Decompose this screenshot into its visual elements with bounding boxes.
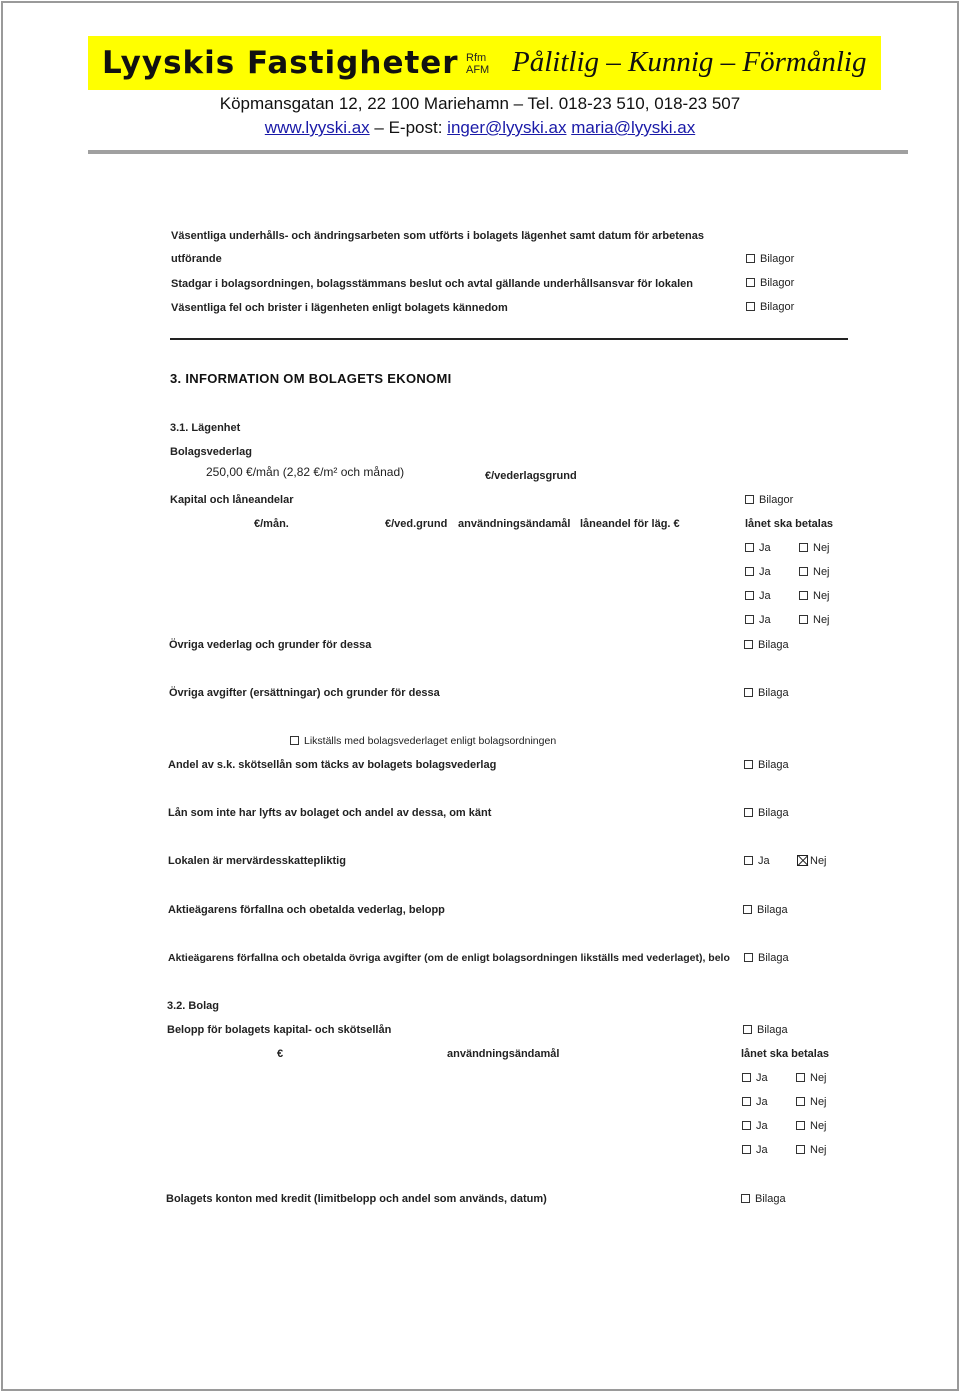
nej-label: Nej <box>810 1096 827 1108</box>
bolagsvederlag-label: Bolagsvederlag <box>170 446 252 458</box>
bilaga-option[interactable] <box>744 807 789 819</box>
checkbox[interactable] <box>741 1194 750 1203</box>
bilaga-option[interactable] <box>741 1193 786 1205</box>
col-loan-share: låneandel för läg. € <box>580 518 680 530</box>
company-loans-label: Belopp för bolagets kapital- och skötsellån <box>167 1024 392 1036</box>
nej-option[interactable] <box>799 566 830 578</box>
checkbox[interactable] <box>799 567 808 576</box>
maintenance-loan-share-label: Andel av s.k. skötsellån som täcks av bolagets bolagsvederlag <box>168 759 497 771</box>
statutes-label: Stadgar i bolagsordningen, bolagsstämmans beslut och avtal gällande underhållsansvar för lokalen <box>171 278 694 290</box>
vat-label: Lokalen är mervärdesskattepliktig <box>168 855 346 867</box>
nej-label: Nej <box>813 566 830 578</box>
bilagor-option-2[interactable] <box>746 277 794 289</box>
bilaga-option[interactable] <box>744 687 789 699</box>
rfm-afm-mark <box>466 52 489 76</box>
other-fees-label: Övriga vederlag och grunder för dessa <box>169 639 372 651</box>
unlifted-loans-label: Lån som inte har lyfts av bolaget och andel av dessa, om känt <box>168 807 492 819</box>
checkbox[interactable] <box>742 1073 751 1082</box>
checkbox[interactable] <box>743 905 752 914</box>
checkbox[interactable] <box>745 591 754 600</box>
bilaga-option[interactable] <box>743 952 789 964</box>
bilagor-label: Bilagor <box>759 494 794 506</box>
checkbox[interactable] <box>745 615 754 624</box>
overdue-fees-label: Aktieägarens förfallna och obetalda vederlag, belopp <box>168 904 445 916</box>
ja-option[interactable] <box>742 1096 768 1108</box>
ja-label: Ja <box>759 590 771 602</box>
checkbox[interactable] <box>744 856 753 865</box>
rfm-label: Rfm <box>466 52 487 64</box>
ja-option[interactable] <box>745 542 771 554</box>
section-3-heading: 3. INFORMATION OM BOLAGETS EKONOMI <box>170 371 452 386</box>
nej-label: Nej <box>813 590 830 602</box>
checkbox[interactable] <box>744 760 753 769</box>
maintenance-works-label-cont: utförande <box>171 253 222 265</box>
ja-option[interactable] <box>745 614 771 626</box>
bilaga-label: Bilaga <box>757 1024 788 1036</box>
nej-option[interactable] <box>796 1072 827 1084</box>
ja-label: Ja <box>759 542 771 554</box>
bilaga-label: Bilaga <box>758 687 789 699</box>
maintenance-works-label: Väsentliga underhålls- och ändringsarbeten som utförts i bolagets lägenhet samt datum för arbetenas <box>171 230 704 242</box>
checkbox[interactable] <box>746 278 755 287</box>
email-link-inger[interactable]: inger@lyyski.ax <box>447 118 567 137</box>
bilagor-label: Bilagor <box>760 253 795 265</box>
checkbox[interactable] <box>744 953 753 962</box>
bilaga-label: Bilaga <box>757 904 788 916</box>
col-per-grund: €/ved.grund <box>385 518 448 530</box>
section-divider <box>170 338 848 340</box>
nej-label: Nej <box>810 855 827 867</box>
nej-option[interactable] <box>799 542 830 554</box>
nej-option[interactable] <box>796 1120 827 1132</box>
checkbox[interactable] <box>799 615 808 624</box>
nej-label: Nej <box>810 1072 827 1084</box>
bilaga-label: Bilaga <box>758 807 789 819</box>
ja-label: Ja <box>758 855 770 867</box>
checked-checkbox[interactable] <box>797 855 808 866</box>
vat-nej-option[interactable] <box>797 855 827 867</box>
checkbox[interactable] <box>744 808 753 817</box>
website-link[interactable]: www.lyyski.ax <box>264 118 370 137</box>
page-frame <box>1 1 959 1391</box>
ja-label: Ja <box>756 1120 768 1132</box>
checkbox[interactable] <box>744 688 753 697</box>
checkbox[interactable] <box>742 1145 751 1154</box>
likstalls-option[interactable] <box>290 735 556 747</box>
bilaga-option[interactable] <box>744 759 789 771</box>
address-line: Köpmansgatan 12, 22 100 Mariehamn – Tel. 018-23 510, 018-23 507 <box>219 94 741 113</box>
nej-label: Nej <box>810 1144 827 1156</box>
ja-label: Ja <box>756 1072 768 1084</box>
bilagor-label: Bilagor <box>760 301 795 313</box>
checkbox[interactable] <box>742 1121 751 1130</box>
col-loan-payable-2: lånet ska betalas <box>741 1048 830 1060</box>
header-banner <box>88 36 881 90</box>
overdue-other-fees-label: Aktieägarens förfallna och obetalda övriga avgifter (om de enligt bolagsordningen likställs med vederlaget), belo <box>168 952 730 964</box>
ja-label: Ja <box>759 566 771 578</box>
nej-label: Nej <box>813 542 830 554</box>
bilaga-label: Bilaga <box>758 759 789 771</box>
nej-option[interactable] <box>796 1096 827 1108</box>
ja-option[interactable] <box>742 1144 768 1156</box>
contact-line <box>0 118 960 138</box>
afm-label: AFM <box>466 64 490 76</box>
checkbox[interactable] <box>290 736 299 745</box>
nej-label: Nej <box>810 1120 827 1132</box>
checkbox[interactable] <box>796 1145 805 1154</box>
slogan: Pålitlig – Kunnig – Förmånlig <box>512 46 867 78</box>
bilaga-label: Bilaga <box>758 952 789 964</box>
checkbox[interactable] <box>743 1025 752 1034</box>
ja-label: Ja <box>756 1096 768 1108</box>
bilaga-label: Bilaga <box>755 1193 786 1205</box>
checkbox[interactable] <box>745 543 754 552</box>
bilagor-option-1[interactable] <box>746 253 794 265</box>
likstalls-label: Likställs med bolagsvederlaget enligt bolagsordningen <box>304 735 557 747</box>
bilagor-option-3[interactable] <box>746 301 794 313</box>
credit-accounts-label: Bolagets konton med kredit (limitbelopp och andel som används, datum) <box>166 1193 547 1205</box>
col-per-month: €/mån. <box>254 518 289 530</box>
vat-ja-option[interactable] <box>744 855 770 867</box>
bilagor-option-4[interactable] <box>745 494 793 506</box>
ja-label: Ja <box>756 1144 768 1156</box>
ja-label: Ja <box>759 614 771 626</box>
kapital-label: Kapital och låneandelar <box>170 494 294 506</box>
checkbox[interactable] <box>746 254 755 263</box>
col-euro: € <box>277 1048 284 1060</box>
nej-label: Nej <box>813 614 830 626</box>
col-usage-2: användningsändamål <box>447 1048 560 1060</box>
defects-label: Väsentliga fel och brister i lägenheten enligt bolagets kännedom <box>171 302 508 314</box>
col-usage: användningsändamål <box>458 518 571 530</box>
per-vederlagsgrund-label: €/vederlagsgrund <box>485 470 577 482</box>
checkbox[interactable] <box>746 302 755 311</box>
nej-option[interactable] <box>796 1144 827 1156</box>
nej-option[interactable] <box>799 614 830 626</box>
ja-option[interactable] <box>745 590 771 602</box>
col-loan-payable: lånet ska betalas <box>745 518 834 530</box>
checkbox[interactable] <box>744 640 753 649</box>
ja-option[interactable] <box>742 1072 768 1084</box>
bilaga-option[interactable] <box>744 639 789 651</box>
section-3-1-heading: 3.1. Lägenhet <box>170 422 241 434</box>
bilaga-option[interactable] <box>743 904 788 916</box>
other-charges-label: Övriga avgifter (ersättningar) och grunder för dessa <box>169 687 440 699</box>
email-label: – E-post: <box>374 118 443 137</box>
checkbox[interactable] <box>799 543 808 552</box>
checkbox[interactable] <box>796 1121 805 1130</box>
checkbox[interactable] <box>799 591 808 600</box>
email-link-maria[interactable]: maria@lyyski.ax <box>571 118 696 137</box>
ja-option[interactable] <box>745 566 771 578</box>
bilaga-label: Bilaga <box>758 639 789 651</box>
checkbox[interactable] <box>745 495 754 504</box>
bilaga-option[interactable] <box>743 1024 788 1036</box>
section-3-2-heading: 3.2. Bolag <box>167 1000 219 1012</box>
nej-option[interactable] <box>799 590 830 602</box>
ja-option[interactable] <box>742 1120 768 1132</box>
checkbox[interactable] <box>796 1073 805 1082</box>
checkbox[interactable] <box>796 1097 805 1106</box>
company-logo: Lyyskis Fastigheter <box>102 45 459 81</box>
checkbox[interactable] <box>742 1097 751 1106</box>
header-divider <box>88 150 908 154</box>
checkbox[interactable] <box>745 567 754 576</box>
vederlag-value: 250,00 €/mån (2,82 €/m² och månad) <box>206 465 405 479</box>
bilagor-label: Bilagor <box>760 277 795 289</box>
